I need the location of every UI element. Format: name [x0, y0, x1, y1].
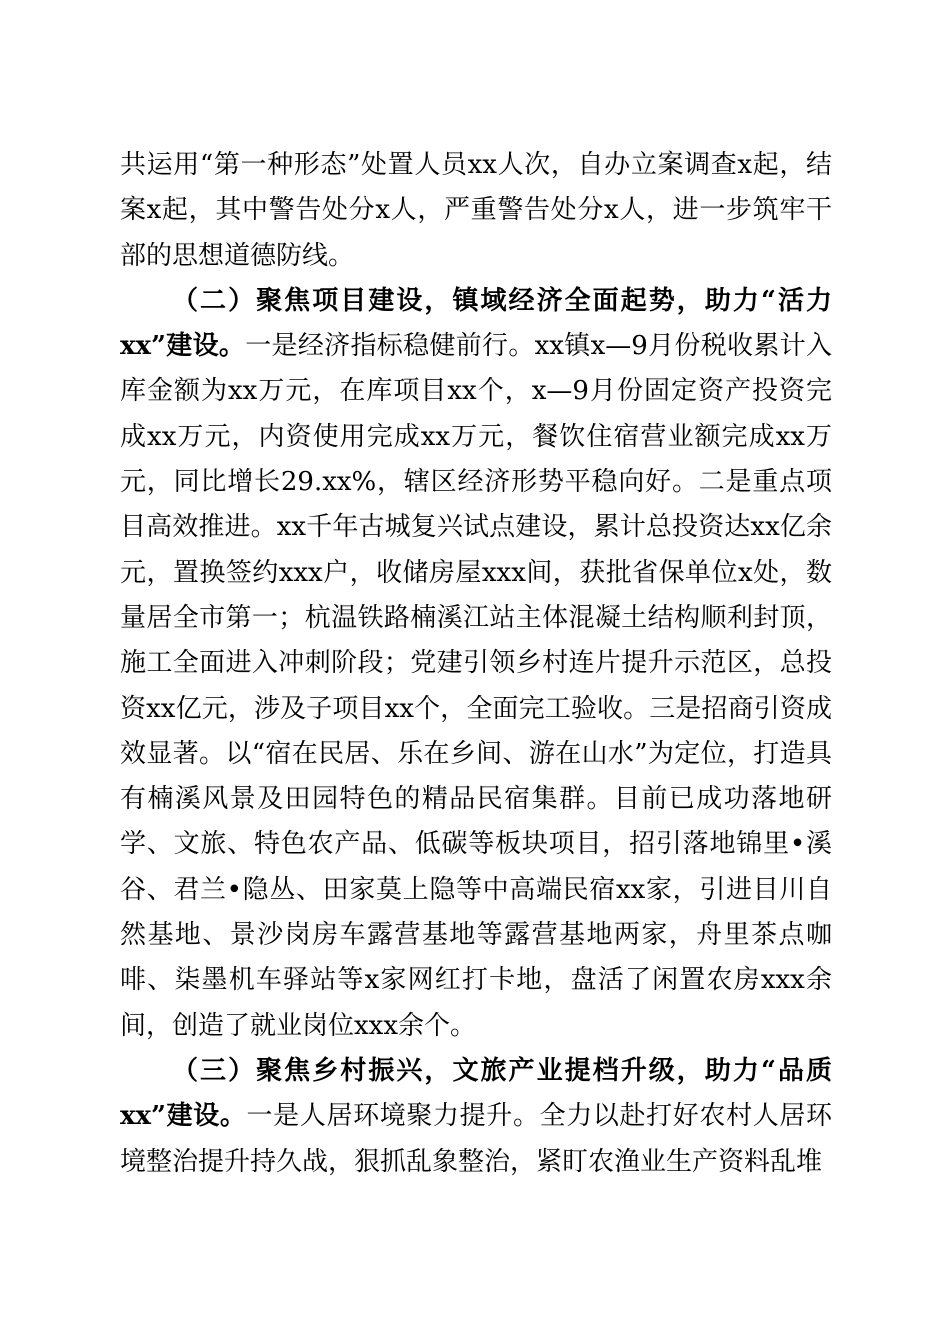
paragraph-3-heading: （三）聚焦乡村振兴，文旅产业提档升级，助力“品质xx”建设。 [120, 1055, 832, 1132]
document-page [120, 143, 832, 1185]
paragraph-2-heading: （二）聚焦项目建设，镇域经济全面起势，助力“活力xx”建设。 [120, 285, 832, 362]
paragraph-2 [120, 279, 832, 1049]
paragraph-3-text: 一是人居环境聚力提升。全力以赴打好农村人居环境整治提升持久战，狠抓乱象整治，紧盯农渔业生产资料乱堆 [120, 1101, 832, 1177]
paragraph-3 [120, 1049, 832, 1185]
paragraph-1 [120, 143, 832, 279]
paragraph-1-text: 共运用“第一种形态”处置人员xx人次，自办立案调查x起，结案x起，其中警告处分x人，严重警告处分x人，进一步筑牢干部的思想道德防线。 [120, 150, 832, 271]
paragraph-2-text: 一是经济指标稳健前行。xx镇x—9月份税收累计入库金额为xx万元，在库项目xx个，x—9月份固定资产投资完成xx万元，内资使用完成xx万元，餐饮住宿营业额完成xx万元，同比增长29.xx%，辖区经济形势平稳向好。二是重点项目高效推进。xx千年古城复兴试点建设，累计总投资达xx亿余元，置换签约xxx户，收储房屋xxx间，获批省保单位x处，数量居全市第一；杭温铁路楠溪江站主体混凝土结构顺利封顶，施工全面进入冲刺阶段；党建引领乡村连片提升示范区，总投资xx亿元，涉及子项目xx个，全面完工验收。三是招商引资成效显著。以“宿在民居、乐在乡间、游在山水”为定位，打造具有楠溪风景及田园特色的精品民宿集群。目前已成功落地研学、文旅、特色农产品、低碳等板块项目，招引落地锦里•溪谷、君兰•隐丛、田家莫上隐等中高端民宿xx家，引进目川自然基地、景沙岗房车露营基地等露营基地两家，舟里茶点咖啡、柒墨机车驿站等x家网红打卡地，盘活了闲置农房xxx余间，创造了就业岗位xxx余个。 [120, 331, 832, 1041]
